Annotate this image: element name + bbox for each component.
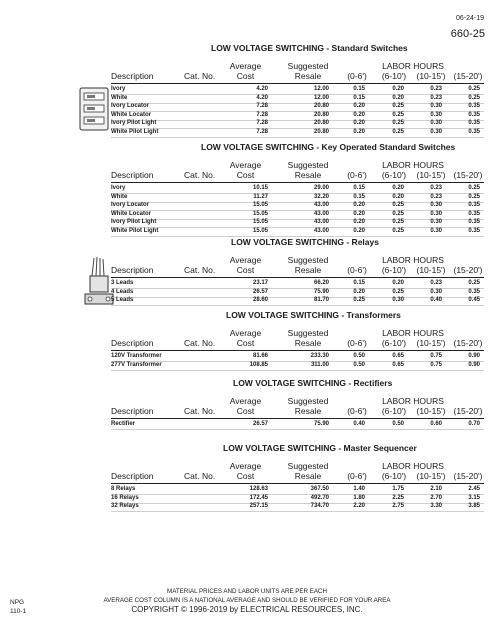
row-hours-0-6: 0.20 bbox=[353, 210, 365, 217]
col-header-hours-0-6: (0-6') bbox=[347, 338, 367, 348]
table-row bbox=[111, 103, 484, 111]
row-hours-10-15: 0.30 bbox=[430, 219, 442, 226]
table-row bbox=[111, 503, 484, 511]
section-title: LOW VOLTAGE SWITCHING - Key Operated Standard Switches bbox=[201, 142, 456, 152]
switch-plate-icon bbox=[78, 86, 112, 132]
table-row bbox=[111, 112, 484, 120]
col-header-suggested: Suggested bbox=[287, 396, 329, 406]
row-hours-10-15: 0.30 bbox=[430, 103, 442, 110]
row-description: Rectifier bbox=[111, 421, 136, 427]
footer-note-1: MATERIAL PRICES AND LABOR UNITS ARE PER EACH bbox=[167, 588, 327, 595]
row-separator bbox=[111, 429, 484, 430]
row-hours-0-6: 0.15 bbox=[353, 94, 365, 101]
row-average-cost: 7.28 bbox=[256, 120, 268, 127]
row-description: Ivory Locator bbox=[111, 103, 150, 110]
col-header-hours-10-15: (10-15') bbox=[416, 338, 446, 348]
row-suggested-resale: 12.00 bbox=[313, 86, 329, 92]
row-hours-15-20: 2.45 bbox=[468, 486, 480, 492]
col-header-cost: Cost bbox=[236, 471, 255, 481]
col-header-hours-10-15: (10-15') bbox=[416, 170, 446, 180]
row-hours-15-20: 0.35 bbox=[468, 202, 480, 209]
row-hours-0-6: 2.20 bbox=[353, 503, 365, 510]
row-hours-10-15: 0.30 bbox=[430, 120, 442, 127]
col-header-suggested: Suggested bbox=[287, 461, 329, 471]
row-hours-6-10: 0.25 bbox=[392, 288, 404, 295]
row-hours-15-20: 0.90 bbox=[468, 353, 480, 359]
row-hours-6-10: 0.20 bbox=[392, 94, 404, 101]
row-description: White Locator bbox=[111, 210, 151, 217]
col-header-cost: Cost bbox=[236, 406, 255, 416]
row-suggested-resale: 66.20 bbox=[313, 280, 329, 286]
row-hours-0-6: 0.20 bbox=[353, 103, 365, 110]
row-description: White bbox=[111, 94, 128, 101]
col-header-description: Description bbox=[111, 170, 154, 180]
row-hours-6-10: 0.20 bbox=[392, 280, 404, 286]
row-hours-10-15: 0.40 bbox=[430, 297, 442, 304]
row-suggested-resale: 81.70 bbox=[313, 297, 329, 304]
row-description: White Locator bbox=[111, 111, 151, 118]
row-average-cost: 172.45 bbox=[249, 494, 268, 501]
row-hours-6-10: 0.20 bbox=[392, 185, 404, 191]
row-average-cost: 7.28 bbox=[256, 129, 268, 135]
row-description: Ivory Pilot Light bbox=[111, 219, 157, 226]
row-hours-10-15: 0.23 bbox=[430, 185, 442, 191]
row-hours-15-20: 0.25 bbox=[468, 86, 480, 92]
col-header-hours-6-10: (6-10') bbox=[381, 406, 407, 416]
row-hours-6-10: 0.25 bbox=[392, 120, 404, 127]
table-row bbox=[111, 495, 484, 503]
row-hours-15-20: 0.25 bbox=[468, 185, 480, 191]
row-hours-0-6: 0.40 bbox=[353, 421, 365, 427]
table-row bbox=[111, 194, 484, 202]
row-hours-0-6: 0.25 bbox=[353, 297, 365, 304]
col-header-hours-0-6: (0-6') bbox=[347, 406, 367, 416]
row-hours-0-6: 0.15 bbox=[353, 86, 365, 92]
col-header-hours-10-15: (10-15') bbox=[416, 265, 446, 275]
table-row bbox=[111, 95, 484, 103]
col-header-cat-no: Cat. No. bbox=[184, 338, 216, 348]
col-header-hours-6-10: (6-10') bbox=[381, 71, 407, 81]
row-suggested-resale: 734.70 bbox=[310, 503, 329, 510]
row-hours-6-10: 0.30 bbox=[392, 297, 404, 304]
col-header-description: Description bbox=[111, 406, 154, 416]
table-row bbox=[111, 120, 484, 128]
col-header-hours-10-15: (10-15') bbox=[416, 71, 446, 81]
row-suggested-resale: 43.00 bbox=[313, 210, 329, 217]
row-hours-10-15: 0.75 bbox=[430, 361, 442, 368]
row-average-cost: 11.27 bbox=[253, 193, 268, 200]
row-hours-6-10: 2.75 bbox=[392, 503, 404, 510]
row-description: 120V Transformer bbox=[111, 353, 162, 359]
footer-npg: NPG bbox=[10, 599, 25, 606]
row-average-cost: 26.57 bbox=[252, 421, 268, 427]
row-description: 277V Transformer bbox=[111, 361, 162, 368]
row-description: Ivory Locator bbox=[111, 202, 150, 209]
col-header-resale: Resale bbox=[294, 338, 322, 348]
row-average-cost: 81.66 bbox=[252, 353, 268, 359]
col-header-hours-0-6: (0-6') bbox=[347, 265, 367, 275]
footer-note-2: AVERAGE COST COLUMN IS A NATIONAL AVERAGE AND SHOULD BE VERIFIED FOR YOUR AREA bbox=[103, 597, 391, 604]
row-suggested-resale: 311.00 bbox=[310, 361, 329, 368]
table-row bbox=[111, 202, 484, 210]
row-hours-6-10: 0.65 bbox=[392, 353, 404, 359]
row-hours-10-15: 0.30 bbox=[430, 129, 442, 135]
col-header-hours-15-20: (15-20') bbox=[453, 265, 483, 275]
row-hours-10-15: 2.70 bbox=[430, 494, 442, 501]
row-separator bbox=[111, 511, 484, 512]
row-average-cost: 15.05 bbox=[252, 210, 268, 217]
row-hours-0-6: 1.80 bbox=[353, 494, 365, 501]
row-hours-6-10: 0.25 bbox=[392, 111, 404, 118]
row-hours-10-15: 0.30 bbox=[430, 288, 442, 295]
row-average-cost: 23.17 bbox=[252, 280, 268, 286]
col-header-hours-6-10: (6-10') bbox=[381, 170, 407, 180]
row-suggested-resale: 32.20 bbox=[313, 193, 329, 200]
row-hours-15-20: 3.85 bbox=[468, 503, 480, 510]
row-hours-0-6: 0.20 bbox=[353, 129, 365, 135]
row-hours-15-20: 0.35 bbox=[468, 103, 480, 110]
col-header-labor-hours: LABOR HOURS bbox=[382, 160, 444, 170]
row-hours-10-15: 0.23 bbox=[430, 280, 442, 286]
col-header-hours-10-15: (10-15') bbox=[416, 406, 446, 416]
row-average-cost: 257.15 bbox=[249, 503, 268, 510]
col-header-hours-10-15: (10-15') bbox=[416, 471, 446, 481]
row-description: White Pilot Light bbox=[111, 228, 159, 234]
section-rule bbox=[111, 277, 484, 278]
row-suggested-resale: 492.70 bbox=[310, 494, 329, 501]
col-header-average: Average bbox=[229, 461, 262, 471]
row-average-cost: 7.28 bbox=[256, 111, 268, 118]
col-header-suggested: Suggested bbox=[287, 160, 329, 170]
section-rule bbox=[111, 350, 484, 351]
col-header-labor-hours: LABOR HOURS bbox=[382, 61, 444, 71]
row-hours-10-15: 3.30 bbox=[430, 503, 442, 510]
col-header-cost: Cost bbox=[236, 338, 255, 348]
row-separator bbox=[111, 370, 484, 371]
page-date: 06-24-19 bbox=[455, 15, 484, 22]
row-description: Ivory bbox=[111, 185, 126, 191]
row-hours-6-10: 2.25 bbox=[392, 494, 404, 501]
row-average-cost: 4.20 bbox=[256, 86, 268, 92]
col-header-resale: Resale bbox=[294, 170, 322, 180]
col-header-average: Average bbox=[229, 396, 262, 406]
row-description: 4 Leads bbox=[111, 288, 134, 295]
row-average-cost: 15.05 bbox=[252, 228, 268, 234]
row-hours-15-20: 0.35 bbox=[468, 219, 480, 226]
row-hours-6-10: 0.50 bbox=[392, 421, 404, 427]
col-header-description: Description bbox=[111, 471, 154, 481]
row-hours-10-15: 0.30 bbox=[430, 202, 442, 209]
col-header-labor-hours: LABOR HOURS bbox=[382, 328, 444, 338]
row-hours-10-15: 0.60 bbox=[430, 421, 442, 427]
col-header-cat-no: Cat. No. bbox=[184, 406, 216, 416]
col-header-hours-15-20: (15-20') bbox=[453, 170, 483, 180]
row-hours-15-20: 3.15 bbox=[468, 494, 480, 501]
col-header-resale: Resale bbox=[294, 265, 322, 275]
row-average-cost: 128.63 bbox=[249, 486, 268, 492]
row-suggested-resale: 43.00 bbox=[313, 219, 329, 226]
table-row bbox=[111, 185, 484, 193]
row-suggested-resale: 233.30 bbox=[310, 353, 329, 359]
row-average-cost: 10.15 bbox=[252, 185, 268, 191]
row-average-cost: 28.60 bbox=[252, 297, 268, 304]
row-separator bbox=[111, 305, 484, 306]
row-hours-0-6: 1.40 bbox=[353, 486, 365, 492]
footer-code: 110-1 bbox=[10, 608, 27, 615]
row-hours-6-10: 1.75 bbox=[392, 486, 404, 492]
row-hours-0-6: 0.15 bbox=[353, 185, 365, 191]
table-row bbox=[111, 280, 484, 288]
col-header-suggested: Suggested bbox=[287, 328, 329, 338]
col-header-description: Description bbox=[111, 265, 154, 275]
row-hours-15-20: 0.35 bbox=[468, 210, 480, 217]
col-header-hours-15-20: (15-20') bbox=[453, 71, 483, 81]
row-description: Ivory bbox=[111, 86, 126, 92]
row-hours-6-10: 0.25 bbox=[392, 129, 404, 135]
col-header-cat-no: Cat. No. bbox=[184, 170, 216, 180]
table-row bbox=[111, 211, 484, 219]
row-description: 5 Leads bbox=[111, 297, 134, 304]
row-hours-15-20: 0.35 bbox=[468, 111, 480, 118]
row-hours-6-10: 0.25 bbox=[392, 202, 404, 209]
section-rule bbox=[111, 483, 484, 484]
col-header-labor-hours: LABOR HOURS bbox=[382, 255, 444, 265]
col-header-average: Average bbox=[229, 255, 262, 265]
section-title: LOW VOLTAGE SWITCHING - Transformers bbox=[226, 310, 401, 320]
section-title: LOW VOLTAGE SWITCHING - Standard Switches bbox=[211, 43, 408, 53]
row-suggested-resale: 20.80 bbox=[313, 120, 329, 127]
row-suggested-resale: 20.80 bbox=[313, 129, 329, 135]
row-hours-0-6: 0.20 bbox=[353, 219, 365, 226]
section-rule bbox=[111, 83, 484, 84]
col-header-resale: Resale bbox=[294, 471, 322, 481]
table-row bbox=[111, 362, 484, 370]
row-hours-0-6: 0.20 bbox=[353, 120, 365, 127]
table-row bbox=[111, 353, 484, 361]
col-header-cat-no: Cat. No. bbox=[184, 265, 216, 275]
col-header-labor-hours: LABOR HOURS bbox=[382, 461, 444, 471]
row-hours-15-20: 0.35 bbox=[468, 228, 480, 234]
row-average-cost: 108.85 bbox=[249, 361, 268, 368]
row-average-cost: 7.28 bbox=[256, 103, 268, 110]
col-header-description: Description bbox=[111, 338, 154, 348]
row-hours-15-20: 0.90 bbox=[468, 361, 480, 368]
section-title: LOW VOLTAGE SWITCHING - Master Sequencer bbox=[223, 443, 417, 453]
col-header-hours-0-6: (0-6') bbox=[347, 71, 367, 81]
table-row bbox=[111, 297, 484, 305]
row-hours-0-6: 0.15 bbox=[353, 280, 365, 286]
row-hours-15-20: 0.25 bbox=[468, 280, 480, 286]
row-hours-10-15: 0.30 bbox=[430, 210, 442, 217]
row-hours-6-10: 0.25 bbox=[392, 228, 404, 234]
col-header-hours-0-6: (0-6') bbox=[347, 471, 367, 481]
row-hours-15-20: 0.35 bbox=[468, 129, 480, 135]
col-header-cat-no: Cat. No. bbox=[184, 71, 216, 81]
row-hours-0-6: 0.50 bbox=[353, 361, 365, 368]
section-title: LOW VOLTAGE SWITCHING - Relays bbox=[231, 237, 379, 247]
col-header-average: Average bbox=[229, 160, 262, 170]
page-code: 660-25 bbox=[450, 28, 485, 40]
row-hours-6-10: 0.65 bbox=[392, 361, 404, 368]
row-description: 3 Leads bbox=[111, 280, 134, 286]
col-header-hours-15-20: (15-20') bbox=[453, 471, 483, 481]
row-description: White Pilot Light bbox=[111, 129, 159, 135]
row-hours-0-6: 0.20 bbox=[353, 228, 365, 234]
col-header-resale: Resale bbox=[294, 406, 322, 416]
row-hours-0-6: 0.15 bbox=[353, 193, 365, 200]
row-description: 8 Relays bbox=[111, 486, 136, 492]
table-row bbox=[111, 228, 484, 236]
row-hours-0-6: 0.20 bbox=[353, 111, 365, 118]
row-description: White bbox=[111, 193, 128, 200]
row-suggested-resale: 12.00 bbox=[313, 94, 329, 101]
table-row bbox=[111, 421, 484, 429]
row-suggested-resale: 20.80 bbox=[313, 111, 329, 118]
row-suggested-resale: 43.00 bbox=[313, 202, 329, 209]
row-hours-0-6: 0.20 bbox=[353, 288, 365, 295]
col-header-suggested: Suggested bbox=[287, 255, 329, 265]
table-row bbox=[111, 86, 484, 94]
footer-copyright: COPYRIGHT © 1996-2019 by ELECTRICAL RESOURCES, INC. bbox=[131, 605, 363, 614]
row-hours-15-20: 0.70 bbox=[468, 421, 480, 427]
col-header-hours-6-10: (6-10') bbox=[381, 471, 407, 481]
col-header-resale: Resale bbox=[294, 71, 322, 81]
col-header-description: Description bbox=[111, 71, 154, 81]
row-hours-10-15: 0.30 bbox=[430, 228, 442, 234]
row-separator bbox=[111, 137, 484, 138]
col-header-hours-6-10: (6-10') bbox=[381, 338, 407, 348]
col-header-hours-6-10: (6-10') bbox=[381, 265, 407, 275]
row-hours-15-20: 0.45 bbox=[468, 297, 480, 304]
row-hours-6-10: 0.20 bbox=[392, 86, 404, 92]
row-hours-10-15: 0.23 bbox=[430, 94, 442, 101]
row-hours-15-20: 0.35 bbox=[468, 288, 480, 295]
row-description: Ivory Pilot Light bbox=[111, 120, 157, 127]
row-suggested-resale: 75.90 bbox=[313, 421, 329, 427]
col-header-hours-15-20: (15-20') bbox=[453, 406, 483, 416]
col-header-labor-hours: LABOR HOURS bbox=[382, 396, 444, 406]
col-header-cost: Cost bbox=[236, 265, 255, 275]
row-description: 16 Relays bbox=[111, 494, 139, 501]
col-header-suggested: Suggested bbox=[287, 61, 329, 71]
row-hours-6-10: 0.25 bbox=[392, 219, 404, 226]
col-header-average: Average bbox=[229, 328, 262, 338]
row-hours-10-15: 0.23 bbox=[430, 86, 442, 92]
section-title: LOW VOLTAGE SWITCHING - Rectifiers bbox=[233, 378, 393, 388]
col-header-cat-no: Cat. No. bbox=[184, 471, 216, 481]
row-suggested-resale: 20.80 bbox=[313, 103, 329, 110]
col-header-hours-0-6: (0-6') bbox=[347, 170, 367, 180]
section-rule bbox=[111, 182, 484, 183]
row-hours-10-15: 2.10 bbox=[430, 486, 442, 492]
row-hours-10-15: 0.75 bbox=[430, 353, 442, 359]
row-suggested-resale: 75.90 bbox=[313, 288, 329, 295]
table-row bbox=[111, 129, 484, 137]
row-suggested-resale: 29.00 bbox=[313, 185, 329, 191]
section-rule bbox=[111, 418, 484, 419]
col-header-cost: Cost bbox=[236, 71, 255, 81]
col-header-average: Average bbox=[229, 61, 262, 71]
row-hours-6-10: 0.25 bbox=[392, 103, 404, 110]
col-header-hours-15-20: (15-20') bbox=[453, 338, 483, 348]
row-suggested-resale: 43.00 bbox=[313, 228, 329, 234]
row-description: 32 Relays bbox=[111, 503, 139, 510]
row-average-cost: 15.05 bbox=[252, 219, 268, 226]
row-average-cost: 15.05 bbox=[252, 202, 268, 209]
row-hours-10-15: 0.23 bbox=[430, 193, 442, 200]
row-average-cost: 26.57 bbox=[252, 288, 268, 295]
row-average-cost: 4.20 bbox=[256, 94, 268, 101]
col-header-cost: Cost bbox=[236, 170, 255, 180]
row-hours-0-6: 0.50 bbox=[353, 353, 365, 359]
row-hours-15-20: 0.25 bbox=[468, 94, 480, 101]
row-hours-15-20: 0.25 bbox=[468, 193, 480, 200]
row-hours-6-10: 0.25 bbox=[392, 210, 404, 217]
row-hours-15-20: 0.35 bbox=[468, 120, 480, 127]
row-hours-0-6: 0.20 bbox=[353, 202, 365, 209]
table-row bbox=[111, 289, 484, 297]
row-hours-6-10: 0.20 bbox=[392, 193, 404, 200]
row-suggested-resale: 367.50 bbox=[310, 486, 329, 492]
table-row bbox=[111, 219, 484, 227]
row-hours-10-15: 0.30 bbox=[430, 111, 442, 118]
table-row bbox=[111, 486, 484, 494]
